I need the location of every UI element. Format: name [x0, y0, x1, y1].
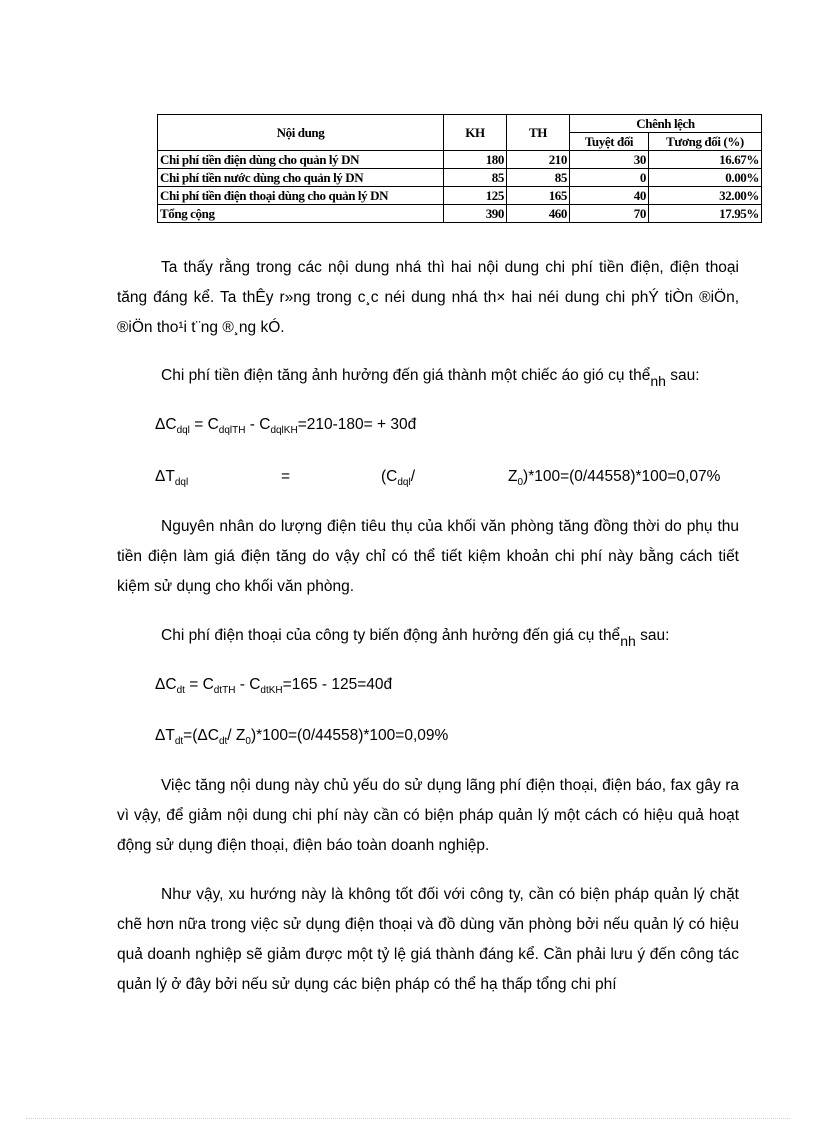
row-th: 85	[507, 169, 570, 187]
table-row	[158, 151, 762, 169]
paragraph-2	[117, 360, 739, 391]
f4-b-sub: dt	[218, 736, 228, 748]
paragraph-4-text: Chi phí điện thoại của công ty biến động ảnh hưởng đến giá cụ thể	[161, 627, 621, 644]
f2-c-end: /	[410, 468, 416, 485]
formula-delta-c-dql	[155, 416, 416, 436]
header-rel: Tương đối (%)	[649, 133, 762, 151]
header-th: TH	[507, 115, 570, 151]
paragraph-6: Như vậy, xu hướng này là không tốt đối với công ty, cần có biện pháp quản lý chặt chẽ hơn nữa trong việc sử dụng điện thoại và đồ dùng văn phòng bởi nếu quản lý có hiệu quả doanh nghiệp sẽ giảm được một tỷ lệ giá thành đáng kể. Cần phải lưu ý đến công tác quản lý ở đây bởi nếu sử dụng các biện pháp có thể hạ thấp tổng chi phí	[117, 886, 739, 993]
row-kh: 390	[444, 205, 507, 223]
f4-a-sub: dt	[174, 736, 184, 748]
paragraph-2-text: Chi phí tiền điện tăng ảnh hưởng đến giá thành một chiếc áo gió cụ thể	[161, 367, 651, 384]
row-label: Chi phí tiền điện dùng cho quản lý DN	[158, 151, 444, 169]
f2-c: (C	[381, 468, 398, 485]
paragraph-2-sub: nh	[650, 373, 666, 389]
paragraph-3: Nguyên nhân do lượng điện tiêu thụ của khối văn phòng tăng đồng thời do phụ thu tiền điện làm giá điện tăng do vậy chỉ có thể tiết kiệm khoản chi phí này bằng cách tiết kiệm sử dụng cho khối văn phòng.	[117, 518, 739, 595]
row-kh: 125	[444, 187, 507, 205]
f2-z: Z	[508, 468, 518, 485]
formula-delta-t-dt	[155, 727, 448, 747]
f1-a-sub: dql	[176, 425, 190, 437]
header-content: Nội dung	[158, 115, 444, 151]
f1-d: =210-180= + 30đ	[297, 416, 417, 433]
f3-b-sub: dtTH	[213, 685, 236, 697]
f2-c-sub: dql	[397, 477, 411, 489]
row-rel: 16.67%	[649, 151, 762, 169]
row-label: Chi phí tiền nước dùng cho quản lý DN	[158, 169, 444, 187]
f1-c: - C	[245, 416, 271, 433]
paragraph-4-sub: nh	[620, 633, 636, 649]
table-row	[158, 187, 762, 205]
f4-c-sub: 0	[245, 736, 251, 748]
row-abs: 30	[570, 151, 649, 169]
header-abs: Tuyệt đối	[570, 133, 649, 151]
row-th: 460	[507, 205, 570, 223]
table-row	[158, 169, 762, 187]
f1-a: ΔC	[155, 416, 177, 433]
f1-c-sub: dqlKH	[270, 425, 298, 437]
row-kh: 180	[444, 151, 507, 169]
row-label: Tổng cộng	[158, 205, 444, 223]
row-th: 210	[507, 151, 570, 169]
f4-b: =(ΔC	[183, 727, 219, 744]
row-rel: 0.00%	[649, 169, 762, 187]
page-bottom-rule	[26, 1118, 790, 1119]
f1-b-sub: dqlTH	[218, 425, 246, 437]
f3-b: = C	[184, 676, 214, 693]
row-kh: 85	[444, 169, 507, 187]
row-rel: 32.00%	[649, 187, 762, 205]
f3-a-sub: dt	[176, 685, 185, 697]
f3-d: =165 - 125=40đ	[282, 676, 393, 693]
f2-eq: =	[281, 468, 291, 485]
row-abs: 0	[570, 169, 649, 187]
f3-c: - C	[235, 676, 261, 693]
f4-c: / Z	[227, 727, 246, 744]
table-row-total	[158, 205, 762, 223]
f2-c-wrap	[381, 468, 415, 488]
row-th: 165	[507, 187, 570, 205]
paragraph-4-end: sau:	[640, 627, 670, 644]
row-label: Chi phí tiền điện thoại dùng cho quản lý DN	[158, 187, 444, 205]
cost-comparison-table	[157, 114, 762, 223]
f4-d: )*100=(0/44558)*100=0,09%	[250, 727, 449, 744]
f2-a: ΔT	[155, 468, 175, 485]
paragraph-4	[117, 620, 739, 651]
paragraph-2-end: sau:	[670, 367, 700, 384]
f2-a-wrap	[155, 468, 188, 488]
f3-a: ΔC	[155, 676, 177, 693]
header-kh: KH	[444, 115, 507, 151]
row-abs: 40	[570, 187, 649, 205]
formula-delta-c-dt	[155, 676, 392, 696]
f2-z-sub: 0	[517, 477, 524, 489]
f4-a: ΔT	[155, 727, 175, 744]
f2-rest: )*100=(0/44558)*100=0,07%	[523, 468, 721, 485]
row-rel: 17.95%	[649, 205, 762, 223]
row-abs: 70	[570, 205, 649, 223]
f2-z-wrap	[508, 468, 720, 488]
header-diff: Chênh lệch	[570, 115, 762, 133]
paragraph-1: Ta thấy rằng trong các nội dung nhá thì hai nội dung chi phí tiền điện, điện thoại tăng đáng kể. Ta thÊy r»ng trong c¸c néi dung nhá th× hai néi dung chi phÝ tiÒn ®iÖn, ®iÖn tho¹i t¨ng ®¸ng kÓ.	[117, 259, 739, 336]
f3-c-sub: dtKH	[260, 685, 283, 697]
f1-b: = C	[189, 416, 219, 433]
paragraph-5: Việc tăng nội dung này chủ yếu do sử dụng lãng phí điện thoại, điện báo, fax gây ra vì vậy, để giảm nội dung chi phí này cần có biện pháp quản lý một cách có hiệu quả hoạt động sử dụng điện thoại, điện báo toàn doanh nghiệp.	[117, 777, 739, 854]
f2-a-sub: dql	[174, 477, 189, 489]
